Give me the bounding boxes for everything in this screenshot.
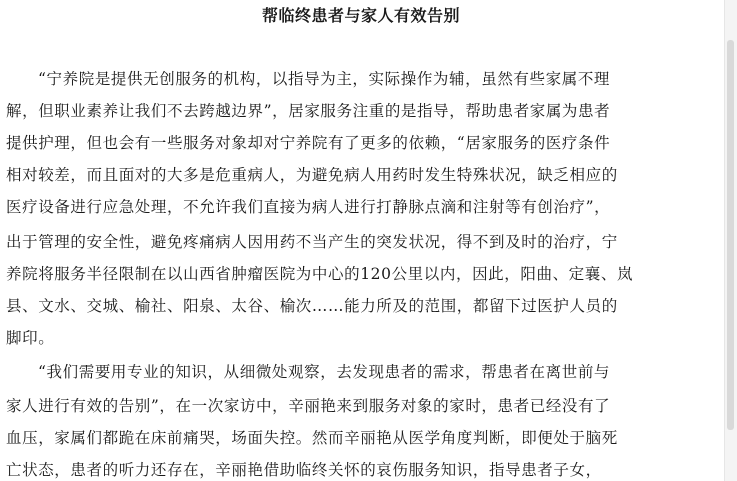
paragraph-1-line-6: 出于管理的安全性，避免疼痛病人因用药不当产生的突发状况，得不到及时的治疗，宁 (6, 233, 618, 251)
paragraph-2-line-1: “我们需要用专业的知识，从细微处观察，去发现患者的需求，帮患者在离世前与 (38, 363, 611, 381)
paragraph-1-line-4: 相对较差，而且面对的大多是危重病人，为避免病人用药时发生特殊状况，缺乏相应的 (6, 166, 618, 184)
paragraph-1-line-1: “宁养院是提供无创服务的机构，以指导为主，实际操作为辅，虽然有些家属不理 (38, 70, 611, 88)
paragraph-1-line-8: 县、文水、交城、榆社、阳泉、太谷、榆次……能力所及的范围，都留下过医护人员的 (6, 297, 618, 315)
paragraph-2-line-2: 家人进行有效的告别”，在一次家访中，辛丽艳来到服务对象的家时，患者已经没有了 (6, 397, 611, 415)
paragraph-2-line-4: 亡状态，患者的听力还存在，辛丽艳借助临终关怀的哀伤服务知识，指导患者子女， (6, 461, 602, 479)
paragraph-1-line-7: 养院将服务半径限制在以山西省肿瘤医院为中心的120公里以内，因此，阳曲、定襄、岚 (6, 265, 634, 283)
paragraph-1-line-5: 医疗设备进行应急处理，不允许我们直接为病人进行打静脉点滴和注射等有创治疗”， (6, 198, 611, 216)
paragraph-1-line-3: 提供护理，但也会有一些服务对象却对宁养院有了更多的依赖，“居家服务的医疗条件 (6, 134, 611, 152)
paragraph-1-line-2: 解，但职业素养让我们不去跨越边界”，居家服务注重的是指导，帮助患者家属为患者 (6, 102, 611, 120)
vertical-scrollbar[interactable] (724, 0, 737, 481)
paragraph-2-line-3: 血压，家属们都跪在床前痛哭，场面失控。然而辛丽艳从医学角度判断，即便处于脑死 (6, 429, 618, 447)
scrollbar-thumb[interactable] (727, 40, 734, 430)
article-title: 帮临终患者与家人有效告别 (261, 6, 460, 25)
paragraph-1-line-9: 脚印。 (6, 329, 55, 347)
